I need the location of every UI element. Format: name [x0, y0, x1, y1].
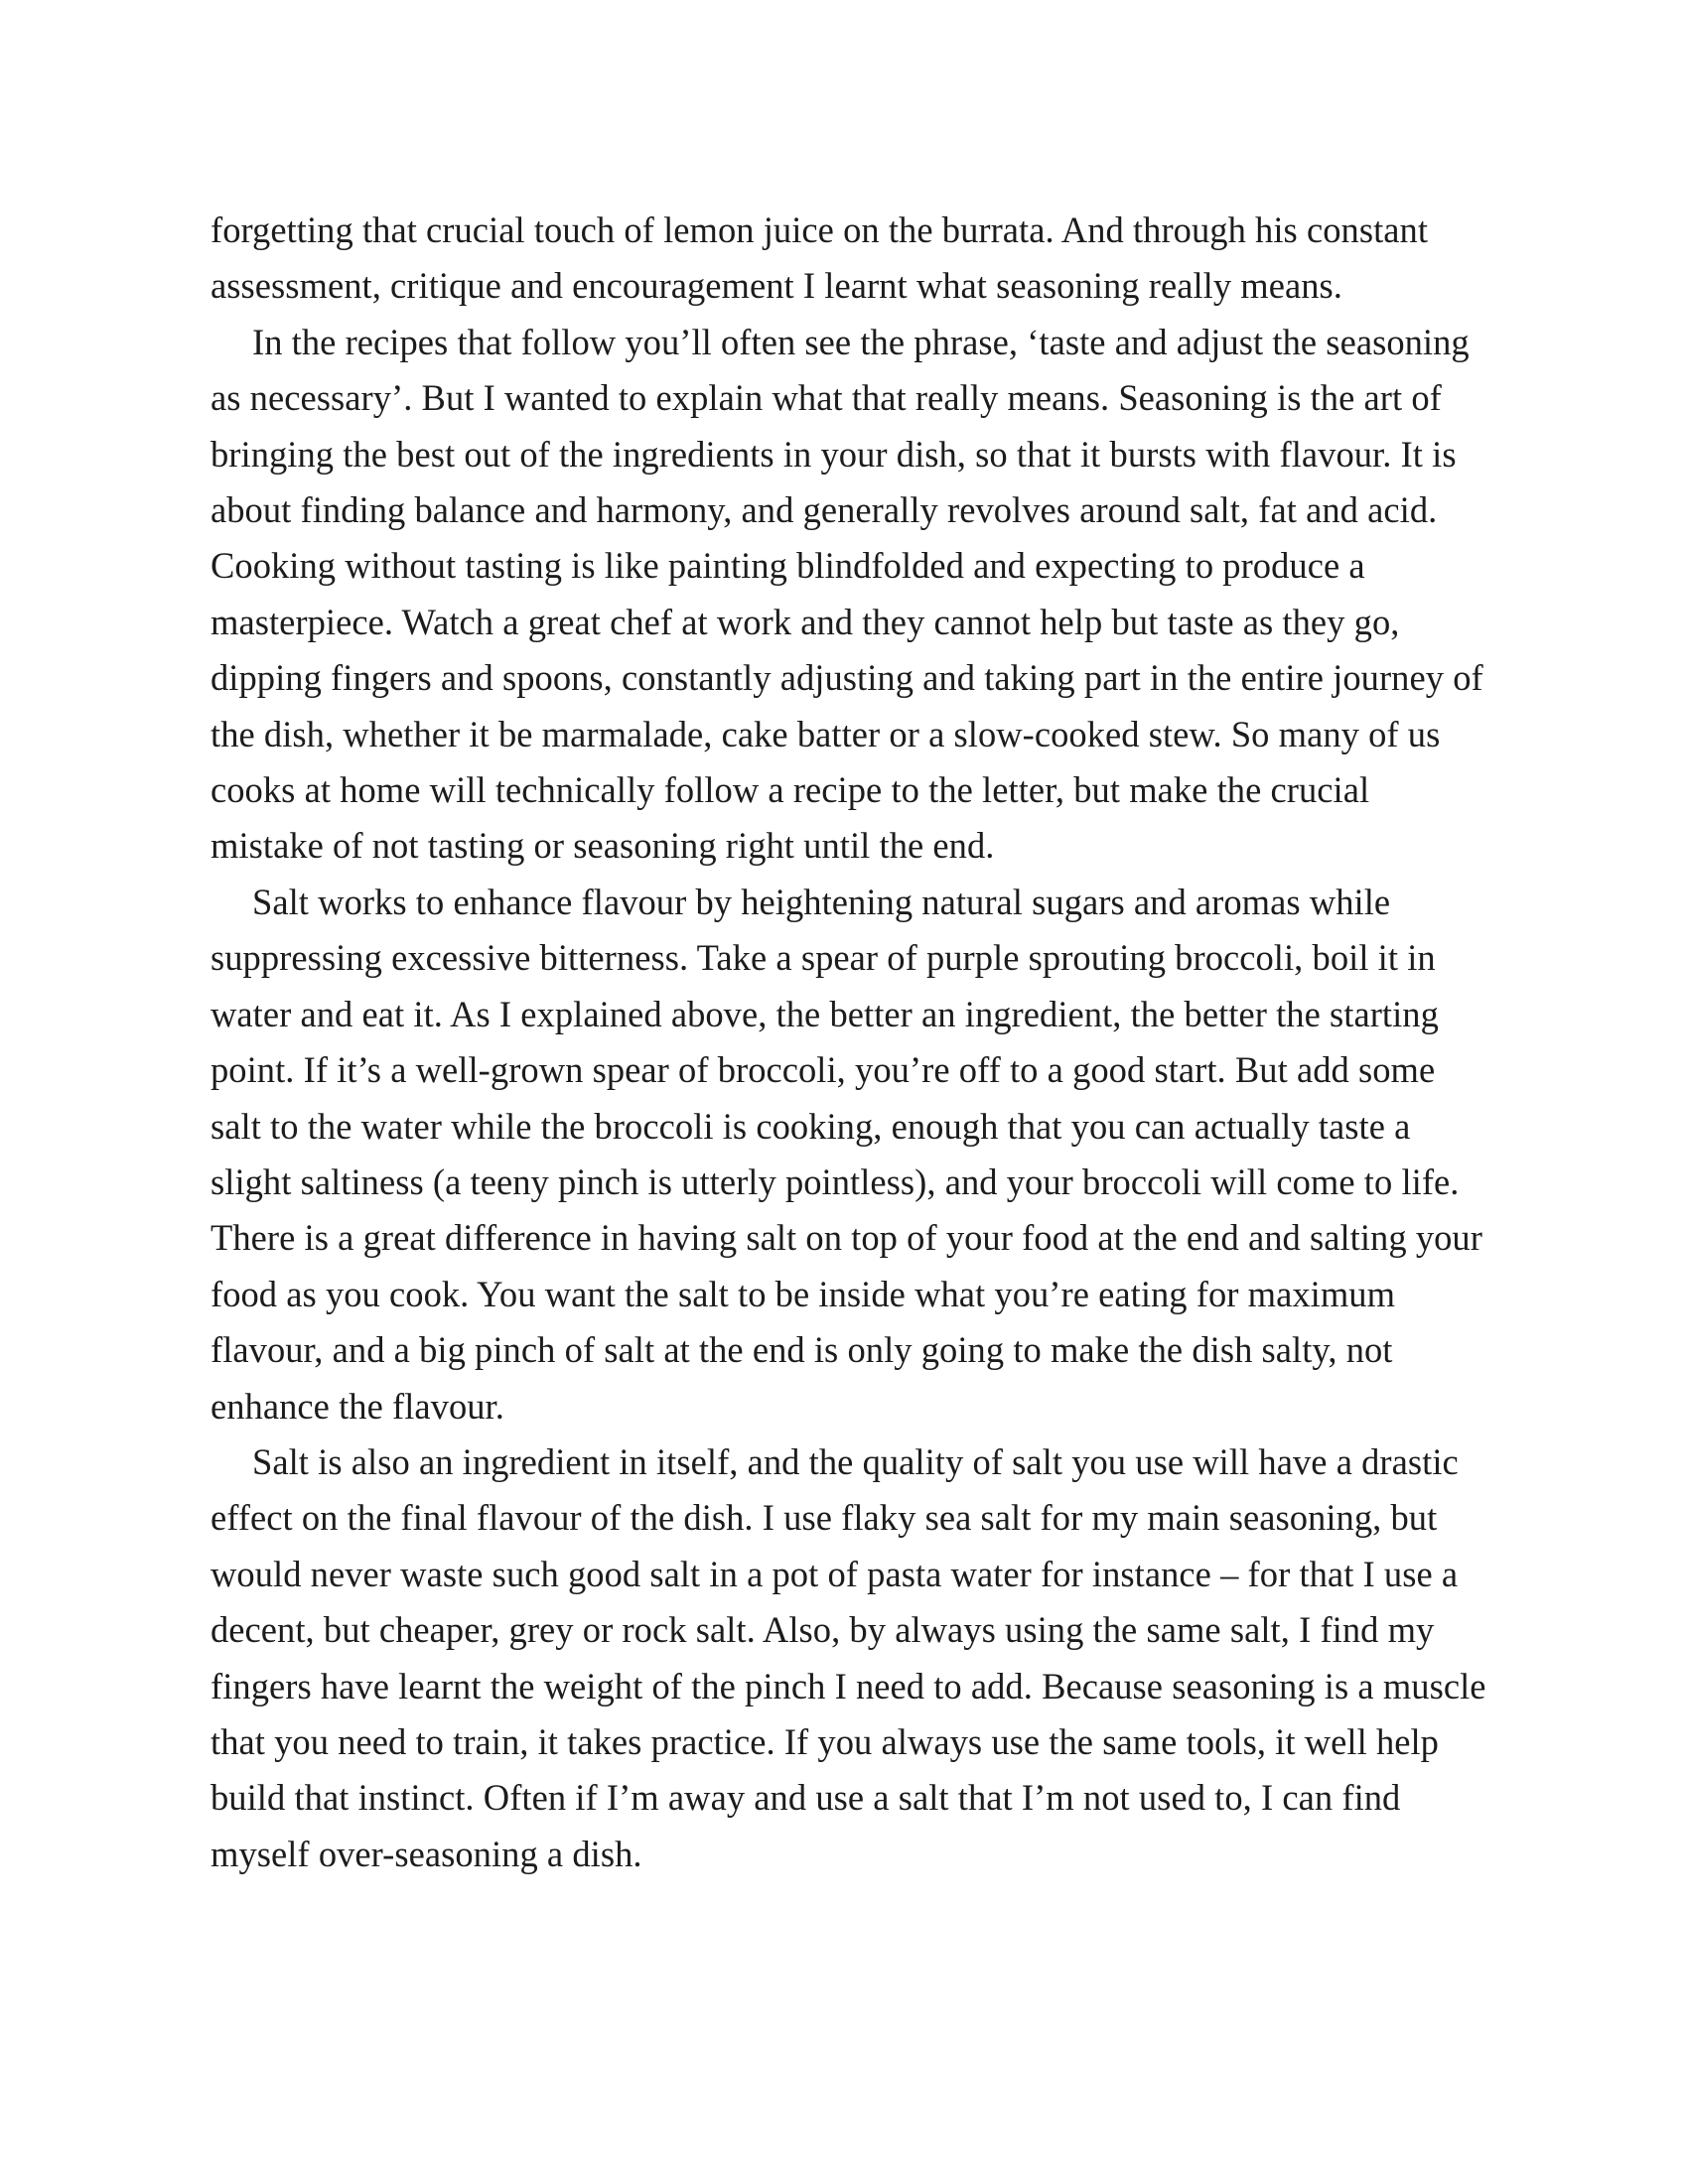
paragraph-salt-flavour: Salt works to enhance flavour by heightening natural sugars and aromas while suppressing excessive bitterness. Take a spear of purple sprouting broccoli, boil it in water and eat it. As I explained above, the better an ingredient, the better the starting point. If it’s a well-grown spear of broccoli, you’re off to a good start. But add some salt to the water while the broccoli is cooking, enough that you can actually taste a slight saltiness (a teeny pinch is utterly pointless), and your broccoli will come to life. There is a great difference in having salt on top of your food at the end and salting your food as you cook. You want the salt to be inside what you’re eating for maximum flavour, and a big pinch of salt at the end is only going to make the dish salty, not enhance the flavour. [211, 881, 1482, 1427]
paragraph-continuation: forgetting that crucial touch of lemon juice on the burrata. And through his constant assessment, critique and encouragement I learnt what seasoning really means. [211, 209, 1429, 307]
paragraph-salt-quality: Salt is also an ingredient in itself, and the quality of salt you use will have a drastic effect on the final flavour of the dish. I use flaky sea salt for my main seasoning, but would never waste such good salt in a pot of pasta water for instance – for that I use a decent, but cheaper, grey or rock salt. Also, by always using the same salt, I find my fingers have learnt the weight of the pinch I need to add. Because seasoning is a muscle that you need to train, it takes practice. If you always use the same tools, it well help build that instinct. Often if I’m away and use a salt that I’m not used to, I can find myself over-seasoning a dish. [211, 1440, 1486, 1874]
paragraph-seasoning-meaning: In the recipes that follow you’ll often see the phrase, ‘taste and adjust the seasoning as necessary’. But I wanted to explain what that really means. Seasoning is the art of bringing the best out of the ingredients in your dish, so that it bursts with flavour. It is about finding balance and harmony, and generally revolves around salt, fat and acid. Cooking without tasting is like painting blindfolded and expecting to produce a masterpiece. Watch a great chef at work and they cannot help but taste as they go, dipping fingers and spoons, constantly adjusting and taking part in the entire journey of the dish, whether it be marmalade, cake batter or a slow-cooked stew. So many of us cooks at home will technically follow a recipe to the letter, but make the crucial mistake of not tasting or seasoning right until the end. [211, 321, 1483, 867]
page-body [211, 203, 1491, 1882]
